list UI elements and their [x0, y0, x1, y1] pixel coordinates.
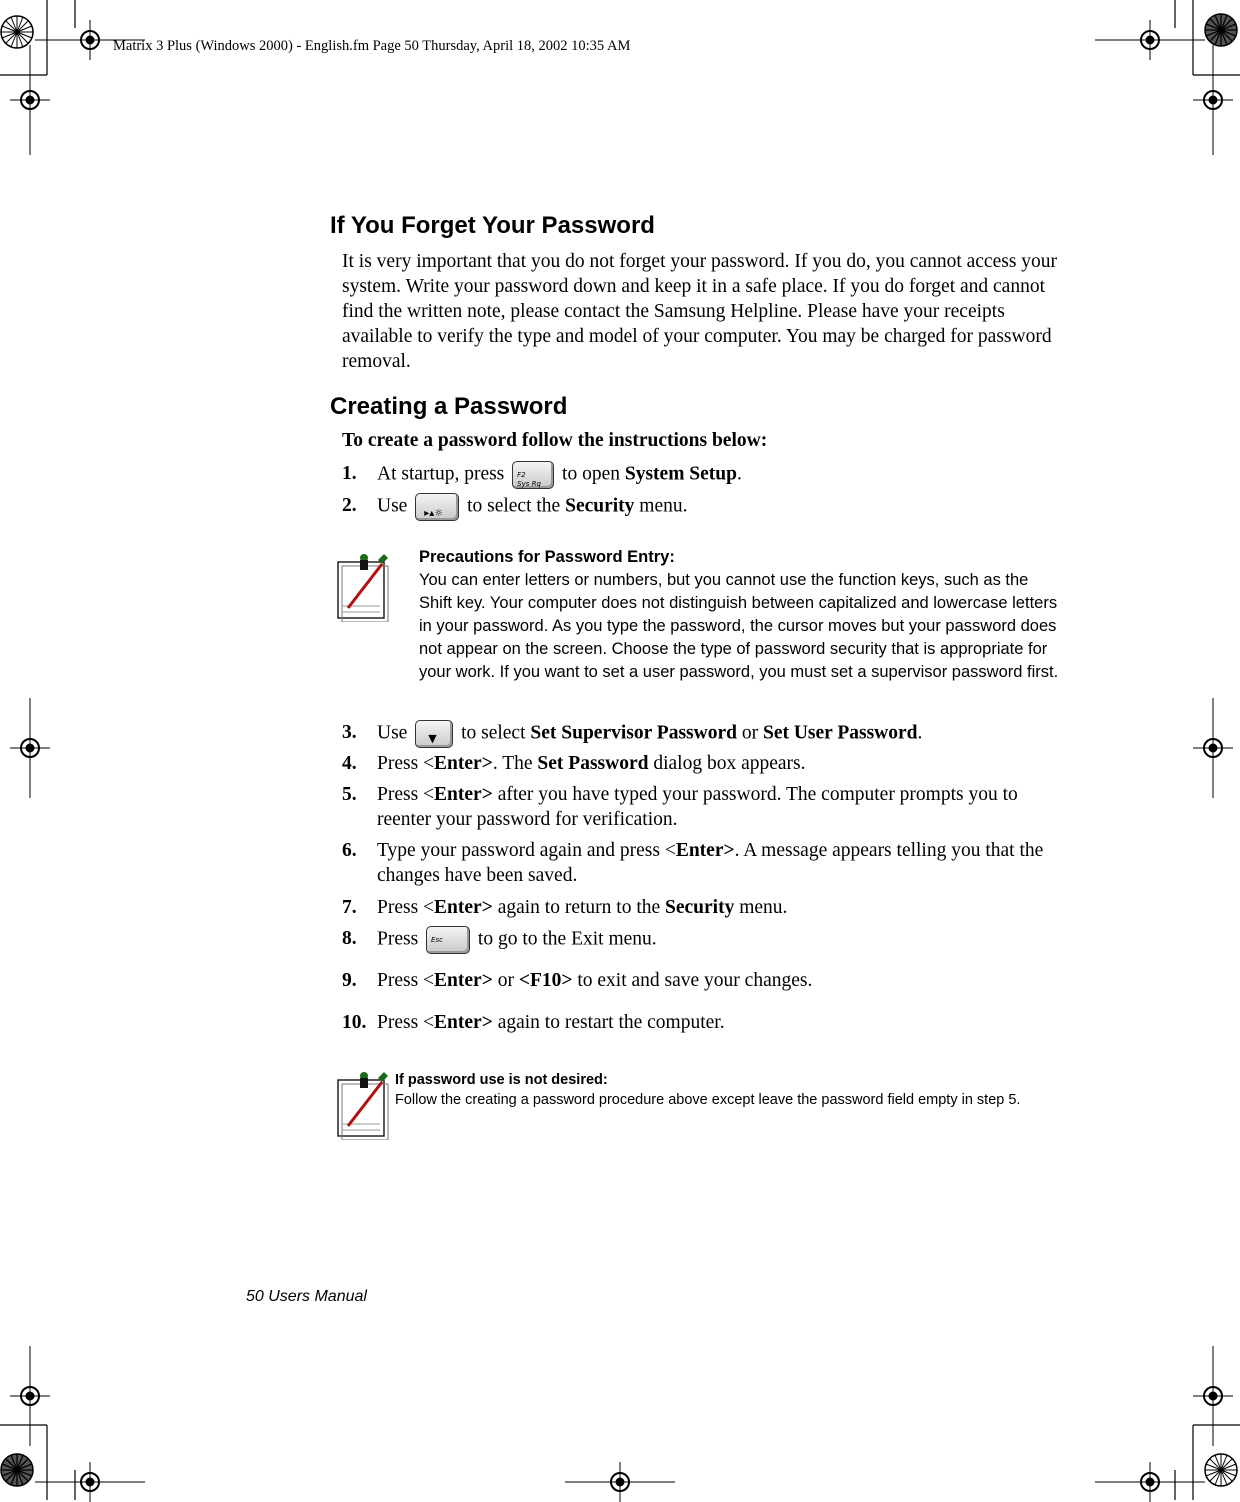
arrow-keys-glyphs: ▸▴☼ [424, 508, 444, 519]
step-emphasis: Set Supervisor Password [530, 722, 737, 744]
file-header: Matrix 3 Plus (Windows 2000) - English.fm Page 50 Thursday, April 18, 2002 10:35 AM [113, 38, 631, 54]
step-text: . [737, 463, 742, 485]
esc-key-label: Esc [431, 936, 443, 944]
step-number: 8. [342, 928, 357, 949]
step-text: after you have typed your password. The computer prompts you to reenter your password for verification. [377, 784, 1018, 830]
registration-target-bottom-center [565, 1462, 675, 1502]
step-emphasis: Enter> [434, 970, 493, 991]
step-emphasis: Security [565, 495, 635, 517]
step-text: to select [461, 722, 526, 744]
note-pencil-icon [334, 1068, 390, 1140]
down-arrow-glyph: ▼ [428, 732, 437, 745]
step-text: Use [377, 722, 408, 744]
step-emphasis: Set Password [537, 753, 649, 774]
instructions-lead: To create a password follow the instructions below: [342, 430, 768, 451]
esc-key-icon [426, 926, 470, 954]
step-9 [342, 968, 1058, 993]
step-text: At startup, press [377, 463, 505, 485]
heading-forget-password: If You Forget Your Password [330, 212, 655, 239]
step-text: or [741, 722, 759, 744]
step-text: to select the [467, 495, 561, 517]
starburst-top-left [0, 15, 34, 49]
registration-target-left-lower [10, 1346, 50, 1446]
registration-target-top-right [1095, 20, 1205, 60]
note-precautions-title: Precautions for Password Entry: [419, 548, 675, 566]
step-text: Press < [377, 784, 435, 805]
step-text: dialog box appears. [653, 753, 806, 774]
f2-key-bottom-label: Sys Rq [517, 480, 541, 488]
step-number: 2. [342, 495, 357, 516]
note-precautions [419, 546, 1059, 684]
step-text: . A message appears telling you that the changes have been saved. [377, 840, 1044, 886]
step-number: 5. [342, 784, 357, 805]
step-emphasis: Set User Password [762, 722, 918, 744]
note-no-password-title: If password use is not desired: [395, 1072, 608, 1088]
step-text: to go to the Exit menu. [477, 928, 657, 950]
step-7 [342, 895, 1058, 920]
step-text: Press [377, 928, 419, 950]
starburst-bottom-right [1204, 1453, 1238, 1487]
note-pencil-icon [334, 550, 390, 622]
f2-key-icon [512, 461, 554, 489]
step-number: 9. [342, 970, 357, 991]
step-10 [342, 1010, 1058, 1035]
step-1 [342, 461, 1058, 489]
step-emphasis: System Setup [624, 463, 737, 485]
arrow-keys-icon [415, 493, 459, 521]
note-no-password-text: Follow the creating a password procedure above except leave the password field empty in step 5. [395, 1092, 1021, 1108]
step-text: to open [562, 463, 620, 485]
registration-target-left-upper [10, 45, 50, 155]
heading-create-password: Creating a Password [330, 393, 568, 420]
step-text: menu. [639, 495, 688, 517]
step-8 [342, 926, 1058, 954]
step-5 [342, 782, 1058, 832]
note-precautions-text: You can enter letters or numbers, but you cannot use the function keys, such as the Shift key. Your computer does not distinguish between capitalized and lowercase letters in your password. As you type the password, the cursor moves but your password does not appear on the screen. Choose the type of password security that is appropriate for your work. If you want to set a user password, you must set a supervisor password first. [419, 571, 1059, 681]
registration-target-right-middle [1193, 698, 1233, 798]
step-emphasis: Enter> [434, 784, 493, 805]
registration-target-right-upper [1193, 45, 1233, 155]
step-number: 10. [342, 1012, 367, 1033]
step-text: to exit and save your changes. [577, 970, 813, 991]
step-number: 1. [342, 463, 357, 484]
step-2 [342, 493, 1058, 521]
step-text: or [497, 970, 514, 991]
starburst-bottom-left [0, 1453, 34, 1487]
step-text: again to restart the computer. [497, 1012, 725, 1033]
step-text: . [917, 722, 923, 744]
step-emphasis: Enter> [434, 897, 493, 918]
step-6 [342, 838, 1058, 888]
page-footer: 50 Users Manual [246, 1288, 367, 1305]
note-no-password [395, 1070, 1060, 1110]
step-4 [342, 751, 1058, 776]
step-number: 3. [342, 722, 357, 743]
step-text: Press < [377, 753, 435, 774]
step-text: Press < [377, 970, 435, 991]
f2-key-top-label: F2 [517, 471, 526, 479]
step-emphasis: Enter> [434, 1012, 493, 1033]
step-emphasis: Security [665, 897, 735, 918]
registration-target-bottom-right [1095, 1462, 1205, 1502]
step-text: Type your password again and press < [377, 840, 676, 861]
step-3 [342, 720, 1058, 748]
registration-target-right-lower [1193, 1346, 1233, 1446]
step-text: Press < [377, 897, 435, 918]
step-text: Press < [377, 1012, 435, 1033]
step-number: 7. [342, 897, 357, 918]
registration-target-bottom-left [35, 1462, 145, 1502]
registration-target-left-middle [10, 698, 50, 798]
step-text: again to return to the [497, 897, 661, 918]
step-emphasis: Enter> [675, 840, 735, 861]
step-text: Use [377, 495, 408, 517]
step-text: . The [492, 753, 533, 774]
starburst-top-right [1204, 13, 1238, 47]
down-arrow-key-icon [415, 720, 453, 748]
step-emphasis: <F10> [518, 970, 573, 991]
step-number: 6. [342, 840, 357, 861]
step-number: 4. [342, 753, 357, 774]
paragraph-forget-password: It is very important that you do not forget your password. If you do, you cannot access your system. Write your password down and keep it in a safe place. If you do forget and cannot find the written note, please contact the Samsung Helpline. Please have your receipts available to verify the type and model of your computer. You may be charged for password removal. [342, 251, 1058, 372]
step-emphasis: Enter> [434, 753, 493, 774]
step-text: menu. [739, 897, 788, 918]
